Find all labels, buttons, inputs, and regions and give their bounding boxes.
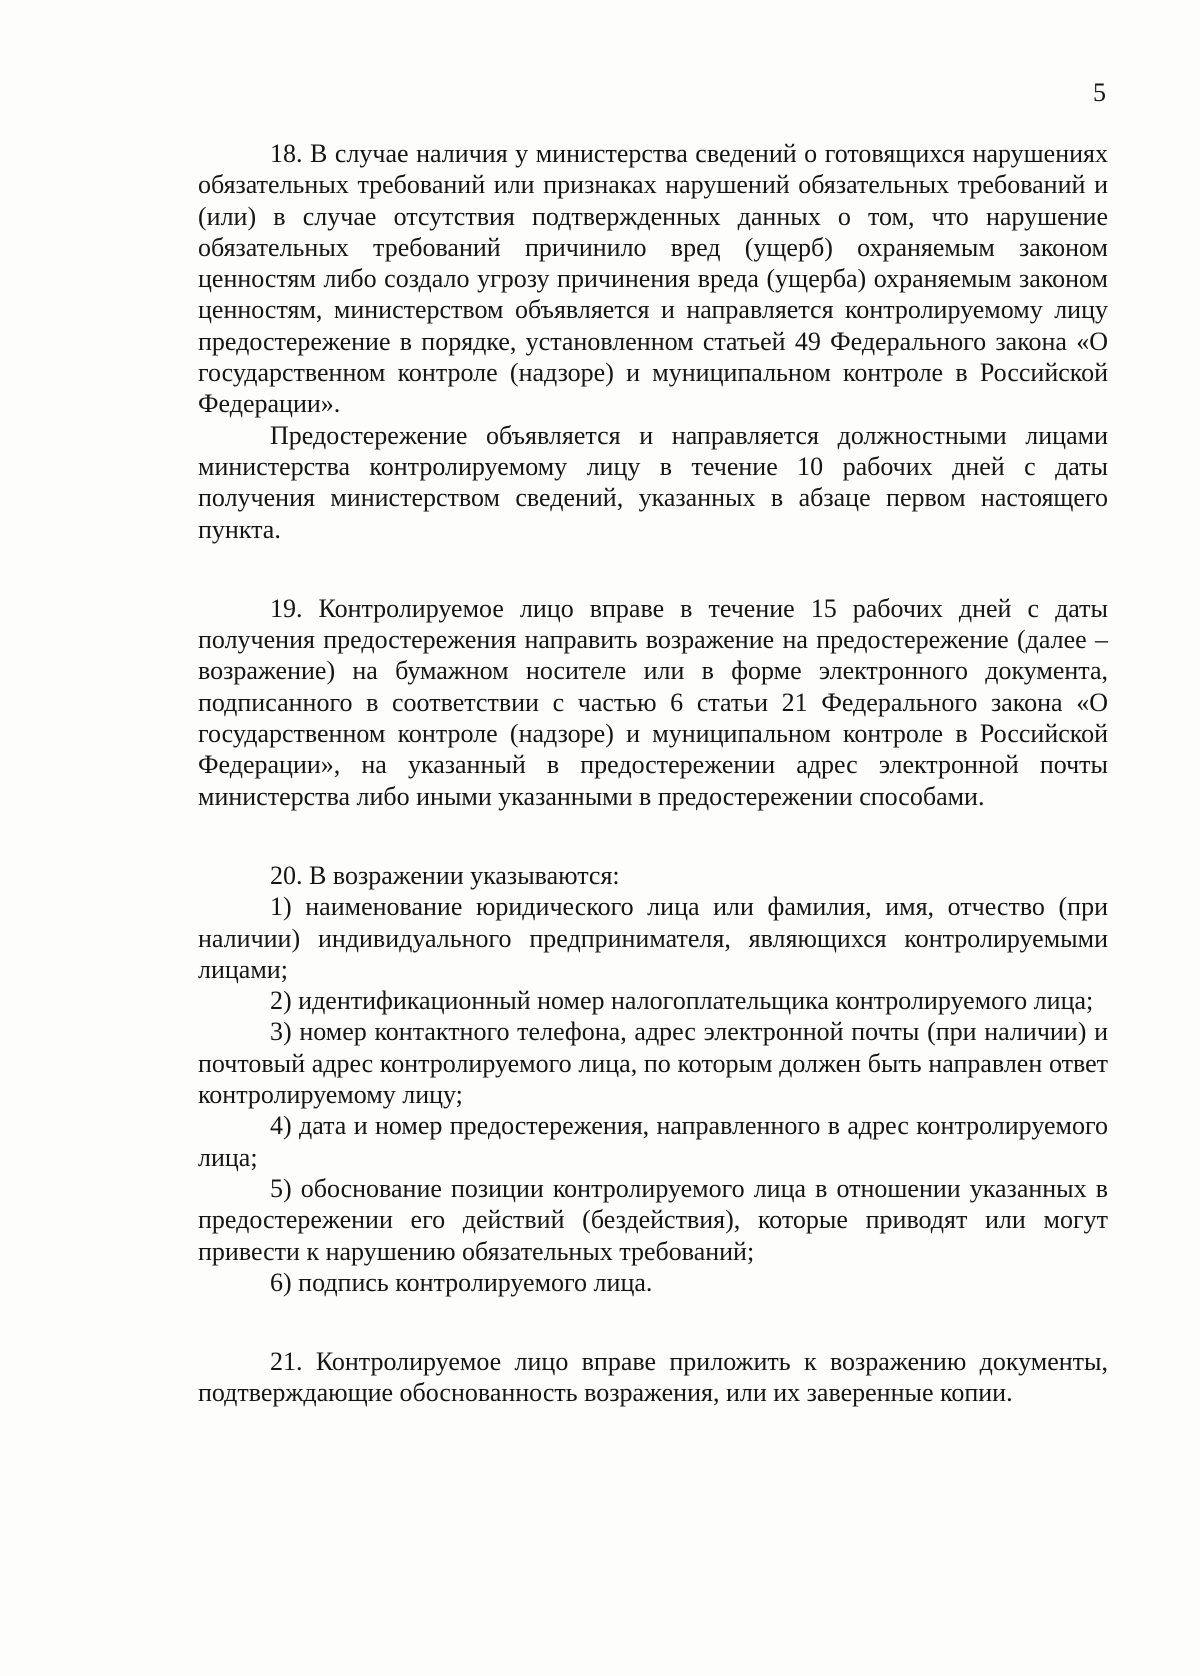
list-item-3: 3) номер контактного телефона, адрес электронной почты (при наличии) и почтовый адрес контролируемого лица, по которым должен быть направлен ответ контролируемому лицу; (198, 1017, 1108, 1110)
list-item-6: 6) подпись контролируемого лица. (270, 1267, 653, 1297)
list-item-4: 4) дата и номер предостережения, направленного в адрес контролируемого лица; (198, 1111, 1108, 1172)
list-item-5: 5) обоснование позиции контролируемого лица в отношении указанных в предостережении его действий (бездействия), которые приводят или могут привести к нарушению обязательных требований; (198, 1173, 1108, 1266)
paragraph-18-warning-deadline: Предостережение объявляется и направляется должностными лицами министерства контролируемому лицу в течение 10 рабочих дней с даты получения министерством сведений, указанных в абзаце первом настоящего пункта. (198, 420, 1108, 544)
list-item-2: 2) идентификационный номер налогоплательщика контролируемого лица; (270, 986, 1094, 1016)
page-number: 5 (1093, 78, 1106, 107)
paragraph-20: 20. В возражении указываются: (270, 860, 620, 890)
paragraph-19: 19. Контролируемое лицо вправе в течение 15 рабочих дней с даты получения предостережения направить возражение на предостережение (далее – возражение) на бумажном носителе или в форме электронного документа, подписанного в соответствии с частью 6 статьи 21 Федерального закона «О государственном контроле (надзоре) и муниципальном контроле в Российской Федерации», на указанный в предостережении адрес электронной почты министерства либо иными указанными в предостережении способами. (198, 593, 1108, 811)
paragraph-21: 21. Контролируемое лицо вправе приложить к возражению документы, подтверждающие обоснованность возражения, или их заверенные копии. (198, 1347, 1108, 1408)
paragraph-18: 18. В случае наличия у министерства сведений о готовящихся нарушениях обязательных требований или признаках нарушений обязательных требований и (или) в случае отсутствия подтвержденных данных о том, что нарушение обязательных требований причинило вред (ущерб) охраняемым законом ценностям либо создало угрозу причинения вреда (ущерба) охраняемым законом ценностям, министерством объявляется и направляется контролируемому лицу предостережение в порядке, установленном статьей 49 Федерального закона «О государственном контроле (надзоре) и муниципальном контроле в Российской Федерации». (198, 139, 1108, 419)
list-item-1: 1) наименование юридического лица или фамилия, имя, отчество (при наличии) индивидуального предпринимателя, являющихся контролируемыми лицами; (198, 892, 1108, 984)
document-body (198, 138, 1108, 1409)
